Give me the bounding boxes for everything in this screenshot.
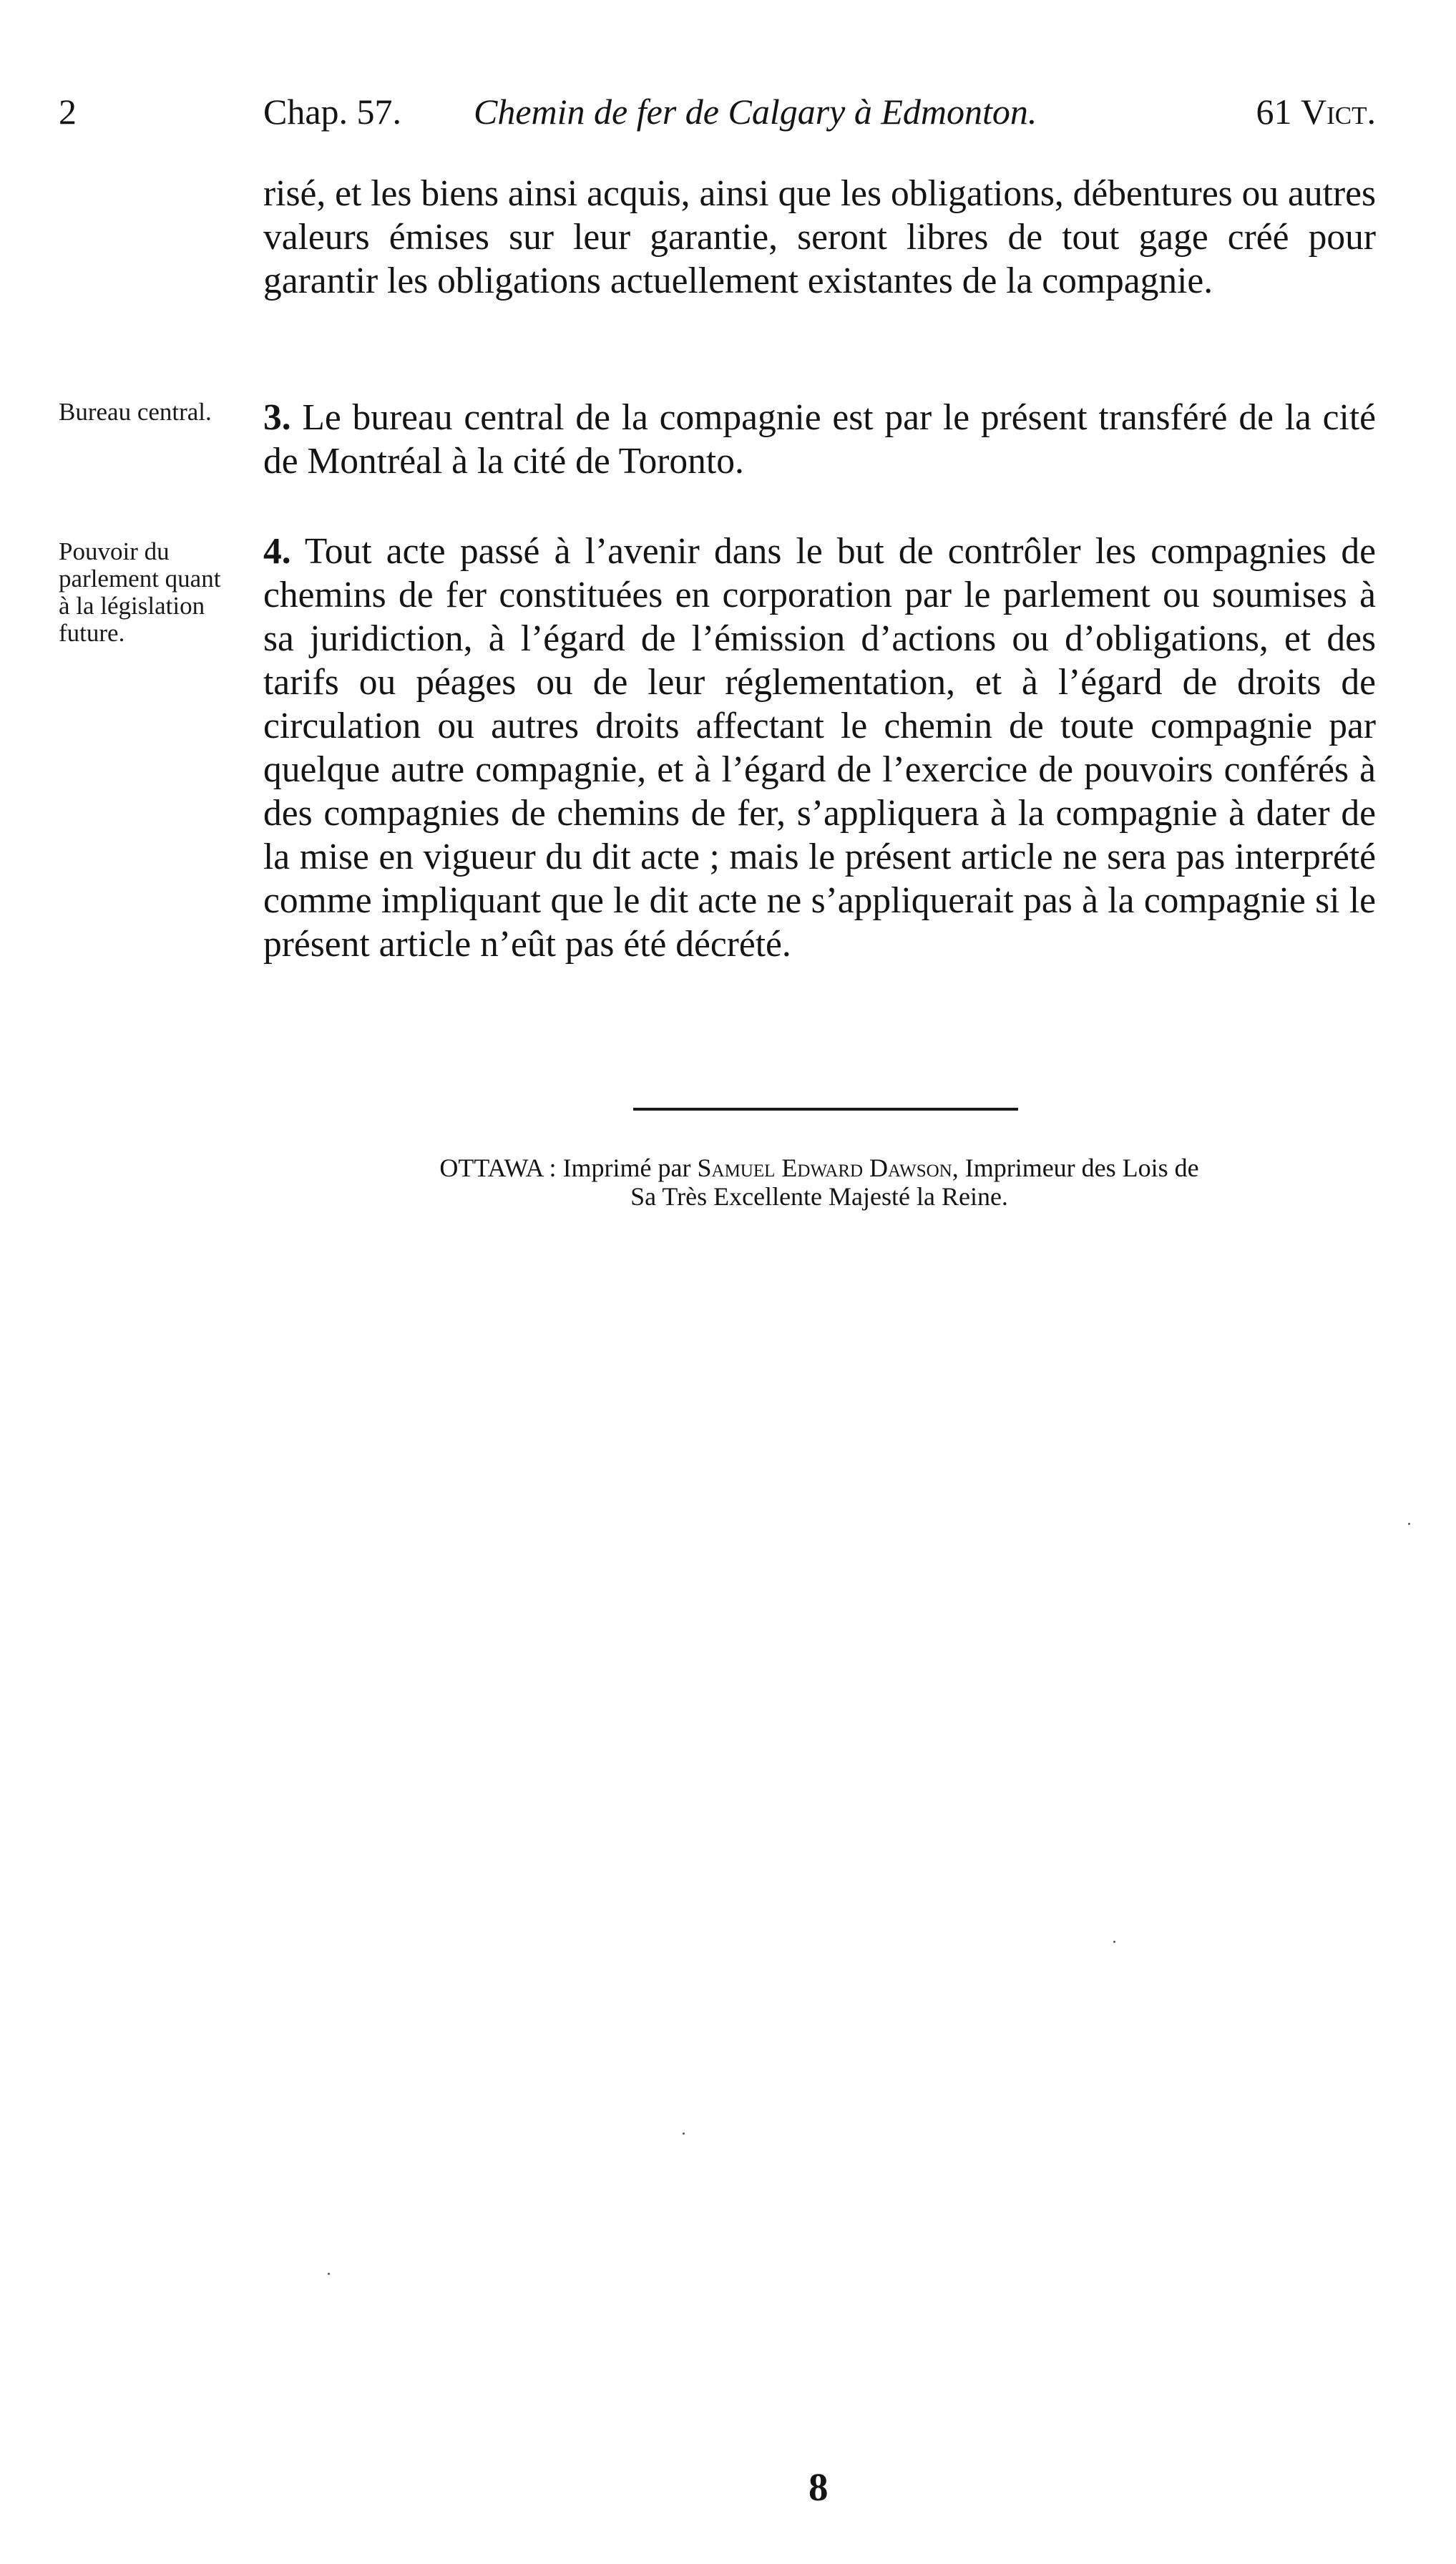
- page-number: 2: [59, 92, 77, 132]
- section-4-number: 4.: [263, 531, 291, 572]
- section-4-paragraph: [263, 530, 1376, 966]
- separator-rule: [633, 1108, 1018, 1111]
- imprint-tail-2: Sa Très Excellente Majesté la Reine.: [630, 1182, 1008, 1211]
- regnal-year-number: 61: [1256, 92, 1292, 132]
- chapter-label: Chap. 57.: [263, 92, 402, 132]
- scan-speck: [1408, 1523, 1410, 1525]
- section-4-text: Tout acte passé à l’avenir dans le but de contrôler les compagnies de chemins de fer constituées en corporation par le parlement ou soumises à sa juridiction, à l’égard de l’émission d’actions ou d’obligations, et des tarifs ou péages ou de leur réglementation, et à l’égard de droits de circulation ou autres droits affectant le chemin de toute compagnie par quelque autre compagnie, et à l’égard de l’exercice de pouvoirs conférés à des compagnies de chemins de fer, s’appliquera à la compagnie à dater de la mise en vigueur du dit acte ; mais le présent article ne sera pas interprété comme impliquant que le dit acte ne s’appliquerait pas à la compagnie si le présent article n’eût pas été décrété.: [263, 531, 1376, 965]
- running-title: Chemin de fer de Calgary à Edmonton.: [474, 92, 1037, 132]
- margin-note-section-3: Bureau central.: [59, 398, 212, 426]
- imprint-city: OTTAWA :: [439, 1154, 557, 1182]
- scan-speck: [328, 2273, 330, 2275]
- regnal-year-abbr: Vict.: [1301, 92, 1376, 132]
- margin-note-section-4: Pouvoir du parlement quant à la législation future.: [59, 537, 221, 647]
- signature-mark: 8: [808, 2465, 829, 2509]
- imprint-tail-1: , Imprimeur des Lois de: [952, 1154, 1199, 1182]
- continuation-paragraph: risé, et les biens ainsi acquis, ainsi que les obligations, débentures ou autres valeurs émises sur leur garantie, seront libres de tout gage créé pour garantir les obligations actuellement existantes de la compagnie.: [263, 173, 1376, 301]
- imprint-printer-name: Samuel Edward Dawson: [697, 1154, 952, 1182]
- section-3-text: Le bureau central de la compagnie est par le présent transféré de la cité de Montréal à la cité de Toronto.: [263, 397, 1377, 482]
- section-3-number: 3.: [263, 397, 291, 438]
- scan-speck: [1113, 1941, 1115, 1943]
- regnal-year: [1256, 90, 1377, 133]
- imprint-lead: Imprimé par: [562, 1154, 691, 1182]
- scan-speck: [683, 2132, 685, 2135]
- section-3-paragraph: [263, 396, 1376, 483]
- printer-imprint: [308, 1154, 1331, 1211]
